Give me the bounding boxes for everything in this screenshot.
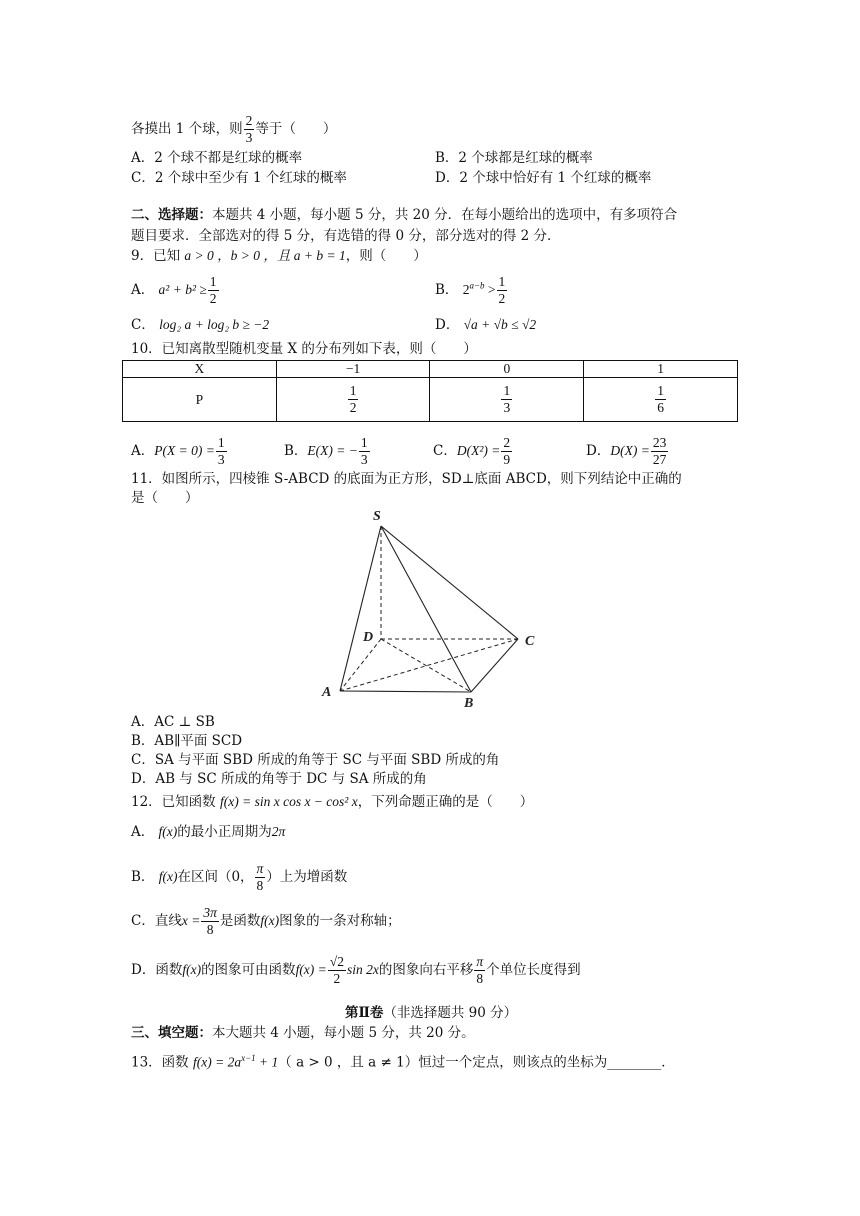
section2-line2: 题目要求．全部选对的得 5 分，有选错的得 0 分，部分选对的得 2 分． bbox=[131, 228, 561, 244]
q10-option-c[interactable]: C．D(X²) = $\frac{2}{9}$ bbox=[433, 435, 511, 467]
distribution-table bbox=[122, 360, 738, 422]
q10-option-b[interactable]: B．E(X) = − $\frac{1}{3}$ bbox=[284, 435, 368, 467]
edge-SA bbox=[340, 526, 381, 691]
edge-BC bbox=[471, 639, 518, 692]
q8-stem: 各摸出 1 个球，则 $\frac{2}{3}$ 等于（ ） bbox=[131, 113, 337, 145]
q9-option-c[interactable]: C． log₂ a + log₂ b ≥ −2 bbox=[131, 317, 270, 333]
section2-heading: 二、选择题： bbox=[131, 207, 212, 223]
q11-option-a[interactable]: A．AC ⊥ SB bbox=[131, 714, 215, 730]
label-C: C bbox=[525, 634, 535, 649]
label-B: B bbox=[464, 696, 474, 710]
table-cell: $\frac{1}{6}$ bbox=[584, 378, 738, 422]
q13-stem: 13．函数 $f(x) = 2a^{x-1} + 1$（ a > 0 ，且 a ≠ 1）恒过一个定点，则该点的坐标为________． bbox=[131, 1053, 675, 1071]
q11-option-b[interactable]: B．AB∥平面 SCD bbox=[131, 733, 243, 749]
q8-option-d[interactable]: D．2 个球中恰好有 1 个红球的概率 bbox=[435, 170, 652, 186]
q12-option-b[interactable]: B． f(x)在区间（0， $\frac{\pi}{8}$ ）上为增函数 bbox=[131, 861, 348, 893]
label-A: A bbox=[322, 685, 332, 700]
table-row bbox=[123, 378, 738, 422]
part2-title: 第Ⅱ卷（非选择题共 90 分） bbox=[345, 1005, 518, 1021]
q8-option-c[interactable]: C．2 个球中至少有 1 个红球的概率 bbox=[131, 170, 347, 186]
table-cell: 1 bbox=[584, 361, 738, 378]
q12-option-d[interactable]: D．函数f(x)的图象可由函数f(x) = $\frac{√2}{2}$ sin 2x的图象向右平移 $\frac{\pi}{8}$ 个单位长度得到 bbox=[131, 954, 581, 986]
section3-heading-line: 三、填空题：本大题共 4 小题，每小题 5 分，共 20 分。 bbox=[131, 1025, 475, 1041]
table-cell: −1 bbox=[276, 361, 430, 378]
label-D: D bbox=[363, 630, 374, 645]
table-cell: 0 bbox=[430, 361, 584, 378]
q10-stem: 10．已知离散型随机变量 X 的分布列如下表，则（ ） bbox=[131, 341, 477, 357]
q12-stem: 12．已知函数 f(x) = sin x cos x − cos² x，下列命题正确的是（ ） bbox=[131, 794, 534, 810]
q9-option-b[interactable]: B． $2^{a-b}$ > $\frac{1}{2}$ bbox=[435, 274, 506, 306]
q11-option-d[interactable]: D．AB 与 SC 所成的角等于 DC 与 SA 所成的角 bbox=[131, 771, 427, 787]
section3-heading: 三、填空题： bbox=[131, 1025, 212, 1041]
q9-option-d[interactable]: D． √a + √b ≤ √2 bbox=[435, 317, 537, 333]
section2-line1: 二、选择题：本题共 4 小题，每小题 5 分，共 20 分．在每小题给出的选项中，有多项符合 bbox=[131, 207, 678, 223]
q10-option-a[interactable]: A．P(X = 0) = $\frac{1}{3}$ bbox=[131, 435, 225, 467]
table-header-row bbox=[123, 361, 738, 378]
q12-option-a[interactable]: A． f(x)的最小正周期为2π bbox=[131, 824, 286, 840]
label-S: S bbox=[373, 509, 381, 524]
edge-SC bbox=[381, 526, 518, 639]
table-cell: P bbox=[123, 378, 277, 422]
q9-stem: 9．已知 a > 0 ，b > 0 ，且 a + b = 1，则（ ） bbox=[131, 248, 427, 264]
q8-option-a[interactable]: A．2 个球不都是红球的概率 bbox=[131, 150, 303, 166]
edge-SB bbox=[381, 526, 471, 692]
table-cell: X bbox=[123, 361, 277, 378]
edge-AC bbox=[340, 639, 518, 691]
fraction: $\frac{2}{3}$ bbox=[245, 113, 253, 145]
table-cell: $\frac{1}{3}$ bbox=[430, 378, 584, 422]
table-cell: $\frac{1}{2}$ bbox=[276, 378, 430, 422]
q11-option-c[interactable]: C．SA 与平面 SBD 所成的角等于 SC 与平面 SBD 所成的角 bbox=[131, 752, 500, 768]
q8-option-b[interactable]: B．2 个球都是红球的概率 bbox=[435, 150, 593, 166]
q12-option-c[interactable]: C．直线x = $\frac{3\pi}{8}$ 是函数f(x)图象的一条对称轴； bbox=[131, 905, 401, 937]
edge-AB bbox=[340, 691, 471, 692]
pyramid-figure bbox=[318, 505, 548, 710]
q11-stem-line2: 是（ ） bbox=[131, 490, 199, 506]
q9-option-a[interactable]: A． a² + b² ≥ $\frac{1}{2}$ bbox=[131, 274, 217, 306]
q10-option-d[interactable]: D．D(X) = $\frac{23}{27}$ bbox=[586, 435, 667, 467]
q11-stem-line1: 11．如图所示，四棱锥 S-ABCD 的底面为正方形，SD⊥底面 ABCD，则下列结论中正确的 bbox=[131, 471, 682, 487]
edge-DB bbox=[381, 639, 471, 692]
